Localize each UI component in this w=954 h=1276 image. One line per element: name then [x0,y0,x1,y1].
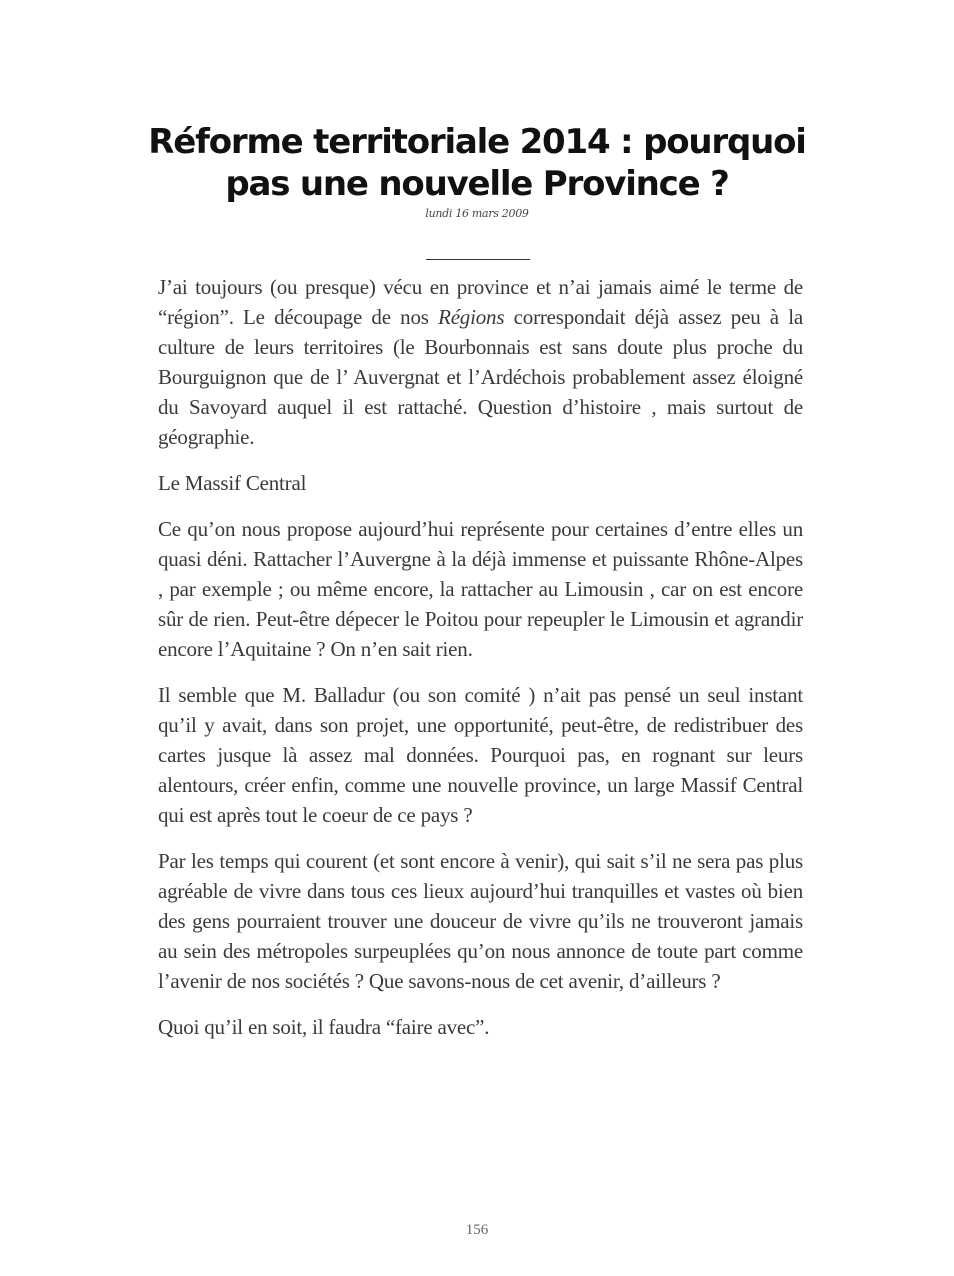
title-separator [426,259,530,260]
paragraph-intro-text-start: J’ai toujours (ou presque) vécu en province et n’ai jamais aimé le terme de “région”. Le découpage de nos [158,275,803,329]
paragraph-conclusion: Quoi qu’il en soit, il faudra “faire avec”. [158,1015,490,1039]
article-title: Réforme territoriale 2014 : pourquoi pas une nouvelle Province ? [148,122,806,204]
paragraph-intro-text-end: correspondait déjà assez peu à la culture de leurs territoires (le Bourbonnais est sans doute plus proche du Bourguignon que de l’ Auvergnat et l’Ardéchois probablement assez éloigné du Savoyard auquel il est rattaché. Question d’histoire , mais surtout de géographie. [158,305,804,449]
paragraph-proposal: Ce qu’on nous propose aujourd’hui représente pour certaines d’entre elles un quasi déni. Rattacher l’Auvergne à la déjà immense et puissante Rhône-Alpes , par exemple ; ou même encore, la rattacher au Limousin , car on est encore sûr de rien. Peut-être dépecer le Poitou pour repeupler le Limousin et agrandir encore l’Aquitaine ? On n’en sait rien. [158,517,803,661]
section-heading: Le Massif Central [158,471,307,495]
paragraph-future: Par les temps qui courent (et sont encore à venir), qui sait s’il ne sera pas plus agréable de vivre dans tous ces lieux aujourd’hui tranquilles et vastes où bien des gens pourraient trouver une douceur de vivre qu’ils ne trouveront jamais au sein des métropoles surpeuplées qu’on nous annonce de toute part comme l’avenir de nos sociétés ? Que savons-nous de cet avenir, d’ailleurs ? [158,849,803,993]
article-date: lundi 16 mars 2009 [425,207,529,220]
article-body [158,272,803,1058]
paragraph-intro-italic: Régions [438,305,505,329]
paragraph-balladur: Il semble que M. Balladur (ou son comité ) n’ait pas pensé un seul instant qu’il y avait, dans son projet, une opportunité, peut-être, de redistribuer des cartes jusque là assez mal données. Pourquoi pas, en rognant sur leurs alentours, créer enfin, comme une nouvelle province, un large Massif Central qui est après tout le coeur de ce pays ? [158,683,803,827]
page-number: 156 [465,1222,489,1238]
paragraph-intro [158,272,803,452]
